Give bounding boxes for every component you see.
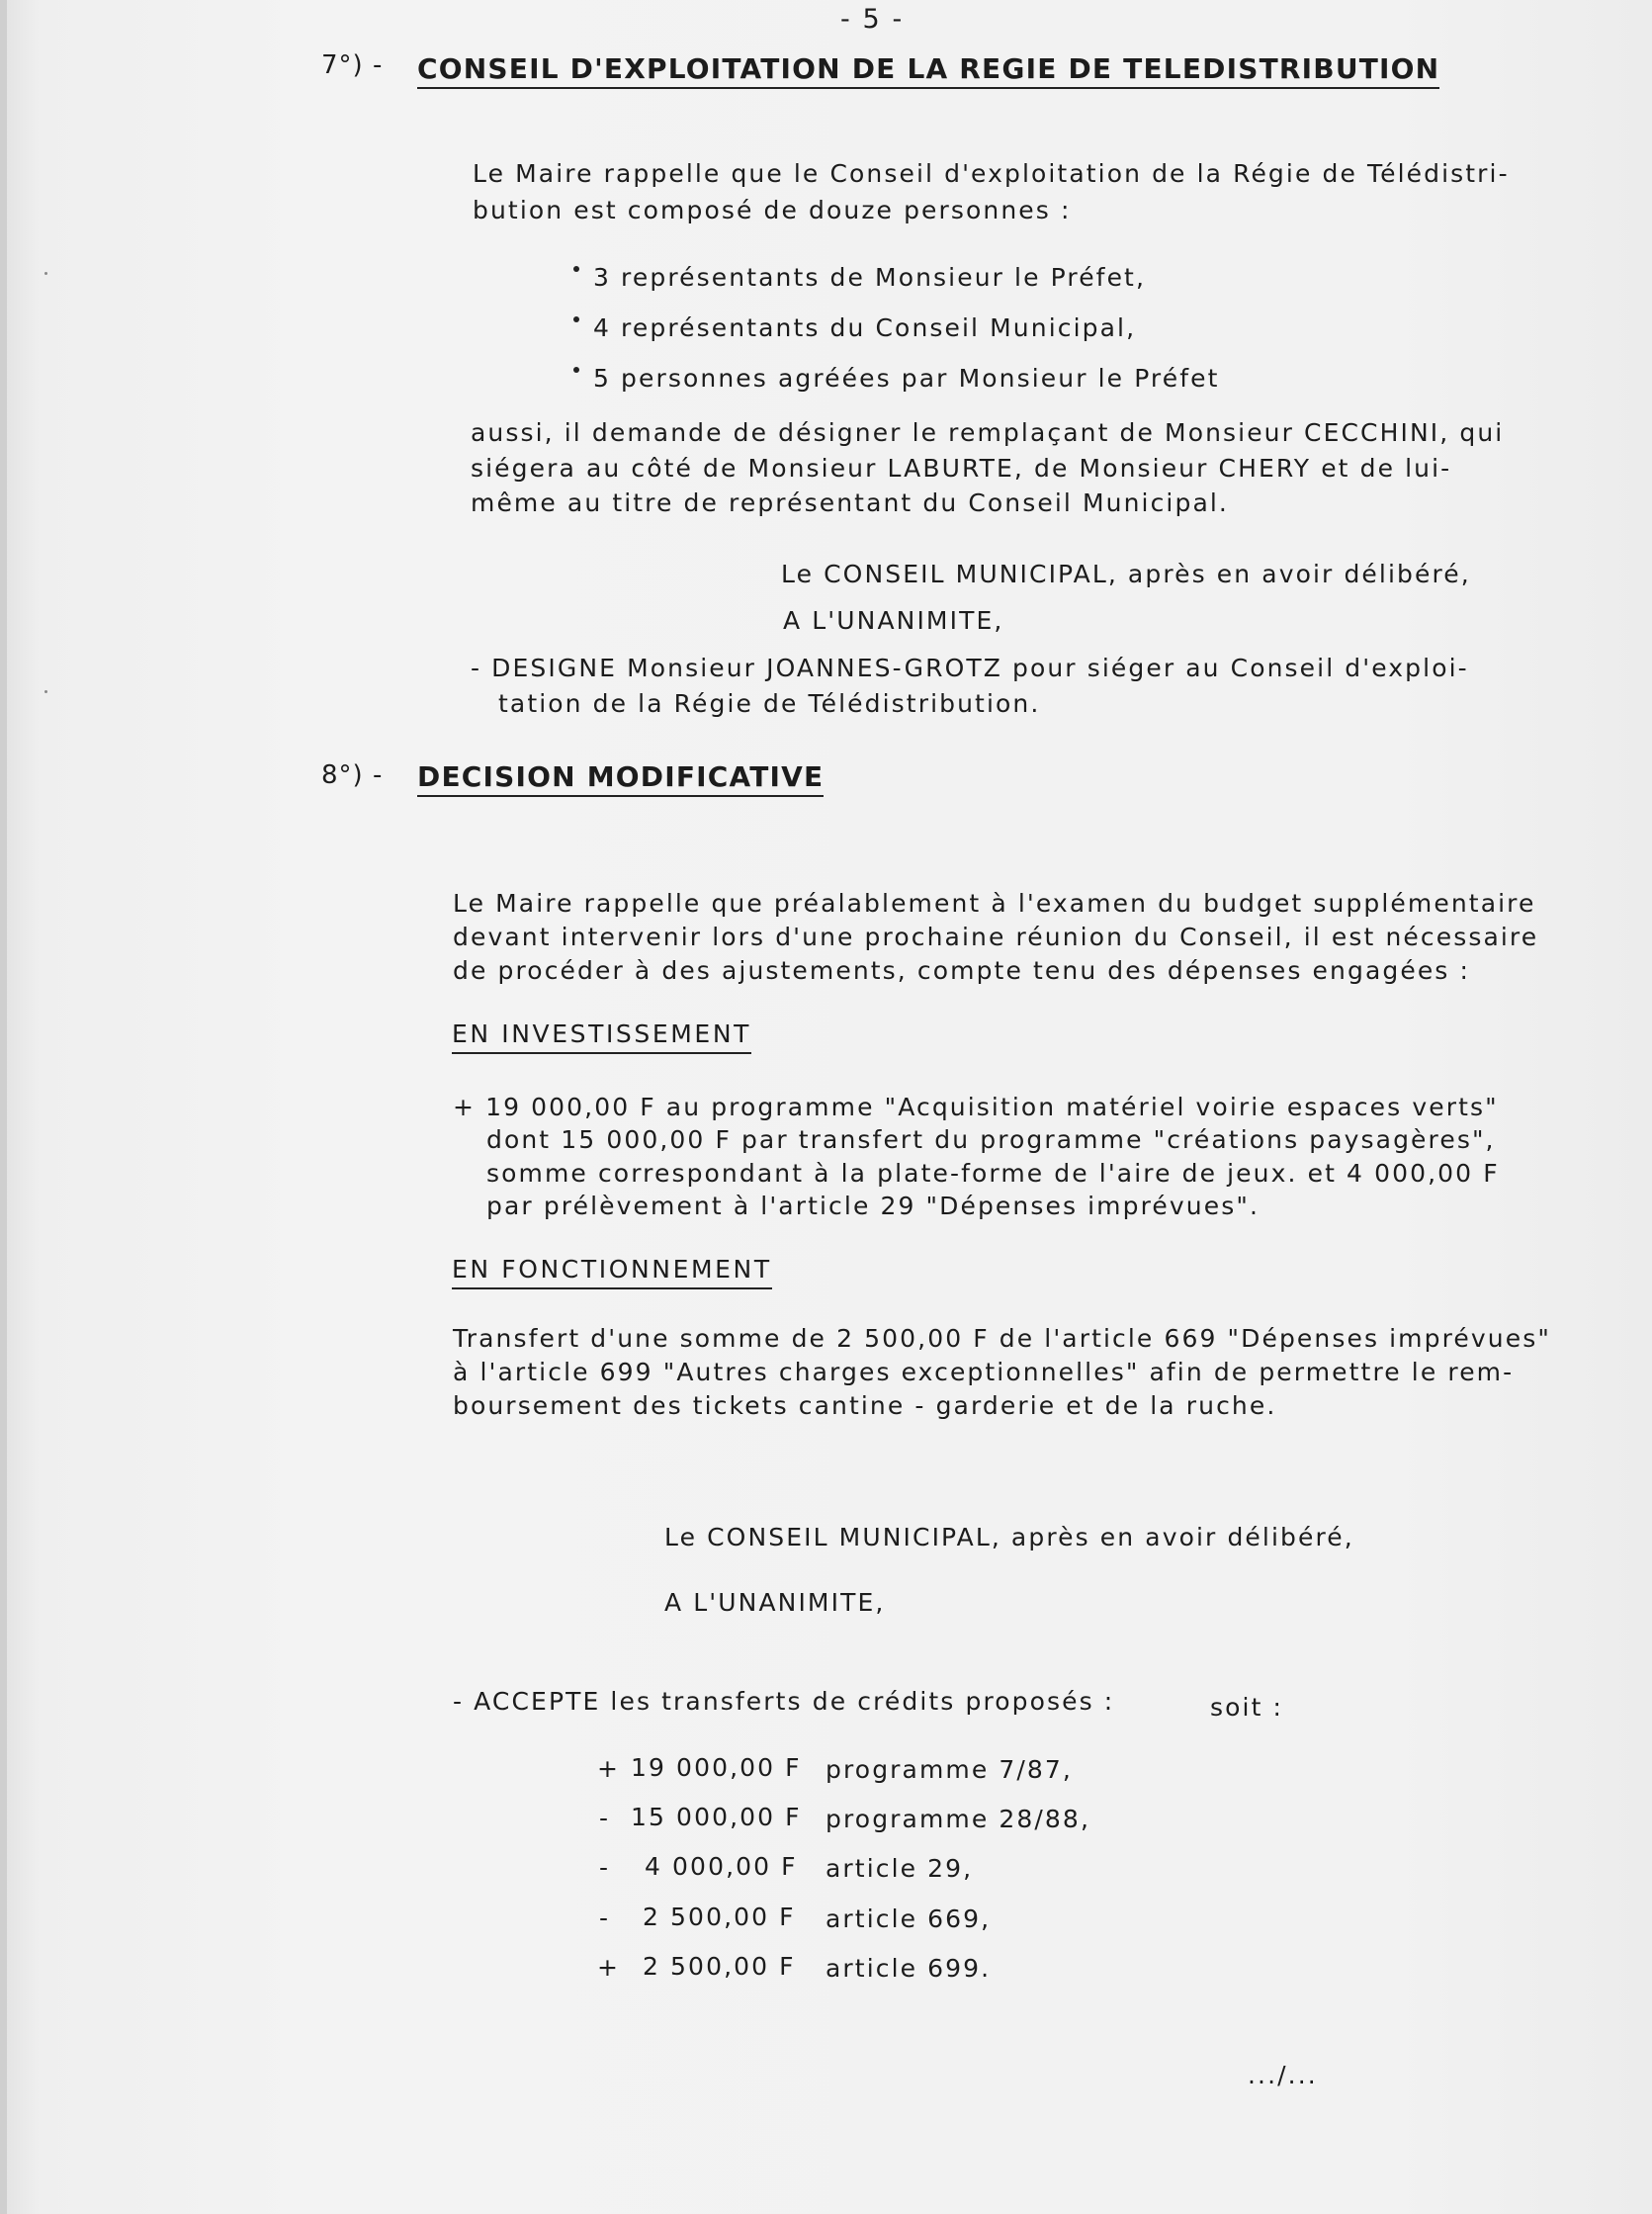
section-7-intro-line: bution est composé de douze personnes : — [473, 196, 1072, 224]
accept-line: - ACCEPTE les transferts de crédits proposés : — [453, 1687, 1115, 1716]
council-deliberation: Le CONSEIL MUNICIPAL, après en avoir délibéré, — [664, 1523, 1354, 1551]
list-item-text: 3 représentants de Monsieur le Préfet, — [593, 263, 1147, 292]
list-item — [573, 312, 1136, 344]
transfer-amount: 4 000,00 F — [645, 1852, 798, 1881]
transfer-label: programme 28/88, — [826, 1805, 1090, 1833]
transfer-amount: 2 500,00 F — [643, 1903, 796, 1931]
list-item — [573, 363, 1220, 395]
continuation-mark: .../... — [1248, 2061, 1318, 2089]
transfer-amount: 2 500,00 F — [643, 1952, 796, 1981]
transfer-amount: 15 000,00 F — [631, 1803, 802, 1831]
unanimity: A L'UNANIMITE, — [783, 606, 1004, 635]
investment-heading: EN INVESTISSEMENT — [452, 1018, 751, 1054]
section-7-intro-line: Le Maire rappelle que le Conseil d'exploitation de la Régie de Télédistri- — [473, 159, 1510, 188]
list-item-text: 5 personnes agréées par Monsieur le Préfet — [593, 364, 1220, 393]
list-item — [573, 262, 1146, 294]
page-left-edge — [0, 0, 7, 2214]
investment-line: par prélèvement à l'article 29 "Dépenses imprévues". — [486, 1192, 1261, 1220]
section-7-paragraph-line: aussi, il demande de désigner le remplaçant de Monsieur CECCHINI, qui — [471, 418, 1505, 447]
scan-speck — [44, 272, 47, 275]
section-8-title: DECISION MODIFICATIVE — [417, 761, 824, 797]
page-number: - 5 - — [840, 4, 905, 35]
section-7-paragraph-line: siégera au côté de Monsieur LABURTE, de Monsieur CHERY et de lui- — [471, 454, 1452, 483]
transfer-sign: + — [597, 1953, 621, 1982]
transfer-sign: + — [597, 1754, 621, 1783]
list-item-text: 4 représentants du Conseil Municipal, — [593, 313, 1137, 342]
transfer-sign: - — [599, 1853, 611, 1882]
operation-heading: EN FONCTIONNEMENT — [452, 1254, 772, 1289]
section-7-paragraph-line: même au titre de représentant du Conseil Municipal. — [471, 488, 1229, 517]
transfer-label: article 699. — [826, 1954, 992, 1983]
transfer-sign: - — [599, 1904, 611, 1932]
soit-label: soit : — [1210, 1693, 1284, 1722]
council-deliberation: Le CONSEIL MUNICIPAL, après en avoir délibéré, — [781, 560, 1471, 588]
bullet-icon — [573, 316, 579, 322]
operation-line: à l'article 699 "Autres charges exceptionnelles" afin de permettre le rem- — [453, 1358, 1515, 1386]
transfer-label: article 29, — [826, 1854, 974, 1883]
transfer-label: programme 7/87, — [826, 1755, 1073, 1784]
bullet-icon — [573, 367, 579, 373]
transfer-amount: 19 000,00 F — [631, 1753, 802, 1782]
operation-line: boursement des tickets cantine - garderie et de la ruche. — [453, 1391, 1277, 1420]
investment-line: + 19 000,00 F au programme "Acquisition matériel voirie espaces verts" — [453, 1093, 1499, 1121]
unanimity: A L'UNANIMITE, — [664, 1588, 886, 1617]
section-7-title: CONSEIL D'EXPLOITATION DE LA REGIE DE TELEDISTRIBUTION — [417, 53, 1439, 89]
decision-line: tation de la Régie de Télédistribution. — [498, 689, 1041, 718]
transfer-label: article 669, — [826, 1904, 992, 1933]
section-8-intro-line: devant intervenir lors d'une prochaine réunion du Conseil, il est nécessaire — [453, 923, 1539, 951]
section-8-number: 8°) - — [321, 760, 384, 790]
investment-line: somme correspondant à la plate-forme de l'aire de jeux. et 4 000,00 F — [486, 1159, 1500, 1188]
bullet-icon — [573, 266, 579, 272]
operation-line: Transfert d'une somme de 2 500,00 F de l'article 669 "Dépenses imprévues" — [453, 1324, 1551, 1353]
transfer-sign: - — [599, 1804, 611, 1832]
decision-line: - DESIGNE Monsieur JOANNES-GROTZ pour siéger au Conseil d'exploi- — [471, 654, 1469, 682]
scan-speck — [44, 690, 47, 693]
section-8-intro-line: de procéder à des ajustements, compte tenu des dépenses engagées : — [453, 956, 1470, 985]
section-7-number: 7°) - — [321, 50, 384, 80]
investment-line: dont 15 000,00 F par transfert du programme "créations paysagères", — [486, 1125, 1496, 1154]
section-8-intro-line: Le Maire rappelle que préalablement à l'examen du budget supplémentaire — [453, 889, 1536, 918]
